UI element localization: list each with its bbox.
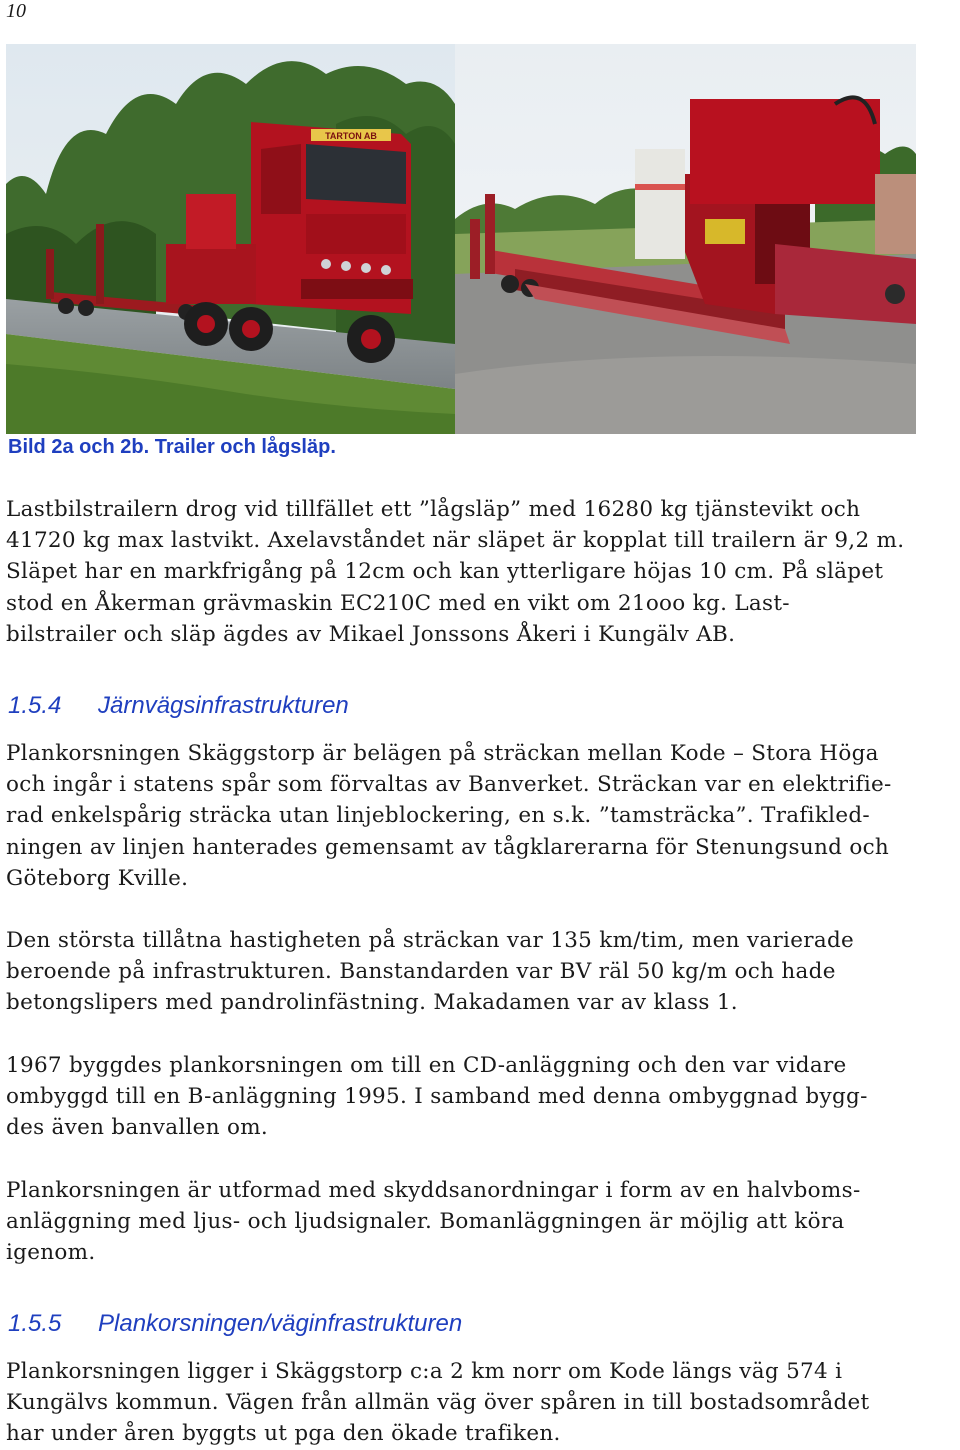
paragraph-railway: [6, 738, 951, 894]
text-line: rad enkelspårig sträcka utan linjeblockering, en s.k. ”tamsträcka”. Trafikled-: [6, 803, 870, 829]
text-line: beroende på infrastrukturen. Banstandarden var BV räl 50 kg/m och hade: [6, 959, 836, 985]
page-number: 10: [6, 0, 26, 22]
paragraph-trailer: [6, 494, 951, 650]
text-line: Släpet har en markfrigång på 12cm och kan ytterligare höjas 10 cm. På släpet: [6, 559, 884, 585]
figure-caption: Bild 2a och 2b. Trailer och lågsläp.: [8, 436, 336, 458]
text-line: ningen av linjen hanterades gemensamt av tågklarerarna för Stenungsund och: [6, 834, 890, 860]
paragraph-history: [6, 1050, 951, 1144]
text-line: Plankorsningen ligger i Skäggstorp c:a 2 km norr om Kode längs väg 574 i: [6, 1359, 843, 1384]
paragraph-protection: [6, 1175, 951, 1269]
text-line: des även banvallen om.: [6, 1115, 269, 1141]
text-line: ombyggd till en B-anläggning 1995. I samband med denna ombyggnad bygg-: [6, 1084, 868, 1110]
section-title: Järnvägsinfrastrukturen: [98, 692, 349, 719]
text-line: Göteborg Kville.: [6, 865, 189, 891]
text-line: Kungälvs kommun. Vägen från allmän väg över spåren in till bostadsområdet: [6, 1390, 870, 1416]
photo-low-loader: [455, 44, 916, 434]
text-line: stod en Åkerman grävmaskin EC210C med en vikt om 21ooo kg. Last-: [6, 590, 790, 616]
section-heading-1-5-4: [8, 692, 349, 720]
photo-truck-trailer: [6, 44, 455, 434]
section-number: 1.5.4: [8, 692, 62, 719]
paragraph-speed: [6, 925, 951, 1019]
text-line: Den största tillåtna hastigheten på sträckan var 135 km/tim, men varierade: [6, 928, 855, 953]
text-line: har under åren byggts ut pga den ökade trafiken.: [6, 1421, 561, 1447]
text-line: Plankorsningen är utformad med skyddsanordningar i form av en halvboms-: [6, 1178, 861, 1203]
text-line: igenom.: [6, 1240, 96, 1266]
text-line: bilstrailer och släp ägdes av Mikael Jonssons Åkeri i Kungälv AB.: [6, 621, 736, 647]
paragraph-location: [6, 1356, 951, 1450]
text-line: Plankorsningen Skäggstorp är belägen på sträckan mellan Kode – Stora Höga: [6, 741, 879, 766]
text-line: 1967 byggdes plankorsningen om till en CD-anläggning och den var vidare: [6, 1053, 847, 1078]
section-title: Plankorsningen/väginfrastrukturen: [98, 1310, 463, 1337]
text-line: Lastbilstrailern drog vid tillfället ett ”lågsläp” med 16280 kg tjänstevikt och: [6, 497, 861, 522]
text-line: anläggning med ljus- och ljudsignaler. Bomanläggningen är möjlig att köra: [6, 1209, 845, 1235]
text-line: och ingår i statens spår som förvaltas av Banverket. Sträckan var en elektrifie-: [6, 772, 892, 798]
section-heading-1-5-5: [8, 1310, 462, 1338]
section-number: 1.5.5: [8, 1310, 62, 1337]
truck-logo: TARTON AB: [325, 131, 377, 141]
text-line: 41720 kg max lastvikt. Axelavståndet när släpet är kopplat till trailern är 9,2 m.: [6, 528, 905, 554]
text-line: betongslipers med pandrolinfästning. Makadamen var av klass 1.: [6, 990, 738, 1016]
